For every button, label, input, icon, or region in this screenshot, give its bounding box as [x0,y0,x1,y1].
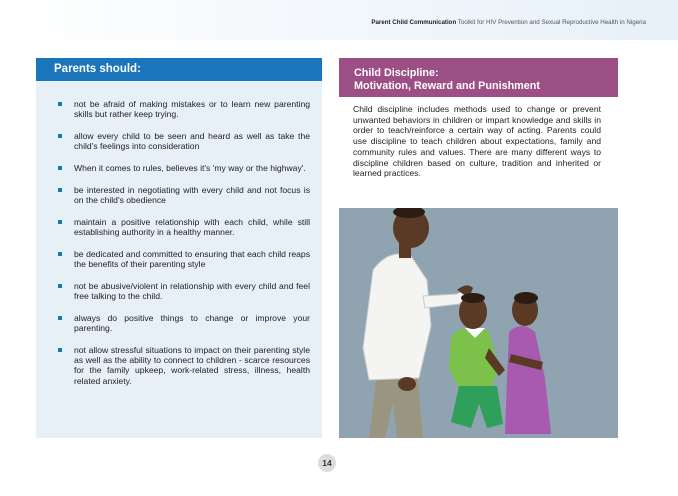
illustration-svg [339,208,618,438]
bullet-square-icon [58,134,62,138]
list-item [58,217,310,238]
list-item [58,249,310,270]
list-item [58,131,310,152]
running-head [371,19,646,26]
list-item-text: allow every child to be seen and heard as well as take the child's feelings into consideration [74,131,310,152]
child-discipline-subtitle: Motivation, Reward and Punishment [354,80,540,92]
list-item [58,313,310,334]
bullet-square-icon [58,220,62,224]
list-item-text: be dedicated and committed to ensuring that each child reaps the benefits of their parenting style [74,248,310,269]
running-head-title: Parent Child Communication [371,19,457,26]
list-item-text: always do positive things to change or improve your parenting. [74,312,310,333]
list-item-text: maintain a positive relationship with each child, while still establishing authority in a healthy manner. [74,216,310,237]
bullet-square-icon [58,252,62,256]
parents-should-header [36,58,322,81]
parents-should-list [58,99,310,397]
list-item [58,163,310,173]
bullet-square-icon [58,102,62,106]
bullet-square-icon [58,348,62,352]
bullet-square-icon [58,188,62,192]
child-discipline-body: Child discipline includes methods used to change or prevent unwanted behaviors in children or impart knowledge and skills in order to teach/reinforce a certain way of acting. Parents could use discipline to teach children about expectations, family and community rules and values. There are many different ways to discipline children based on culture, tradition and inherited or learned practices. [353,104,601,179]
list-item-text: not be afraid of making mistakes or to learn new parenting skills but rather keep trying. [74,99,310,120]
parents-should-panel [36,58,322,438]
list-item [58,345,310,387]
parents-should-title: Parents should: [54,63,141,75]
list-item-text: not be abusive/violent in relationship with every child and feel free talking to the child. [74,280,310,301]
discipline-illustration [339,208,618,438]
bullet-square-icon [58,166,62,170]
page-number: 14 [318,454,336,472]
child-discipline-title: Child Discipline: [354,67,439,79]
bullet-square-icon [58,284,62,288]
bullet-square-icon [58,316,62,320]
child-discipline-header [339,58,618,97]
running-head-subtitle: Toolkit for HIV Prevention and Sexual Reproductive Health in Nigeria [456,19,646,26]
list-item-text: When it comes to rules, believes it's 'my way or the highway'. [74,163,306,173]
list-item [58,99,310,120]
list-item-text: be interested in negotiating with every child and not focus is on the child's obedience [74,184,310,205]
list-item [58,185,310,206]
list-item-text: not allow stressful situations to impact on their parenting style as well as the ability to connect to children - scarce resources for the family upkeep, work-related stress, illness, health related anxiety. [74,344,310,386]
list-item [58,281,310,302]
